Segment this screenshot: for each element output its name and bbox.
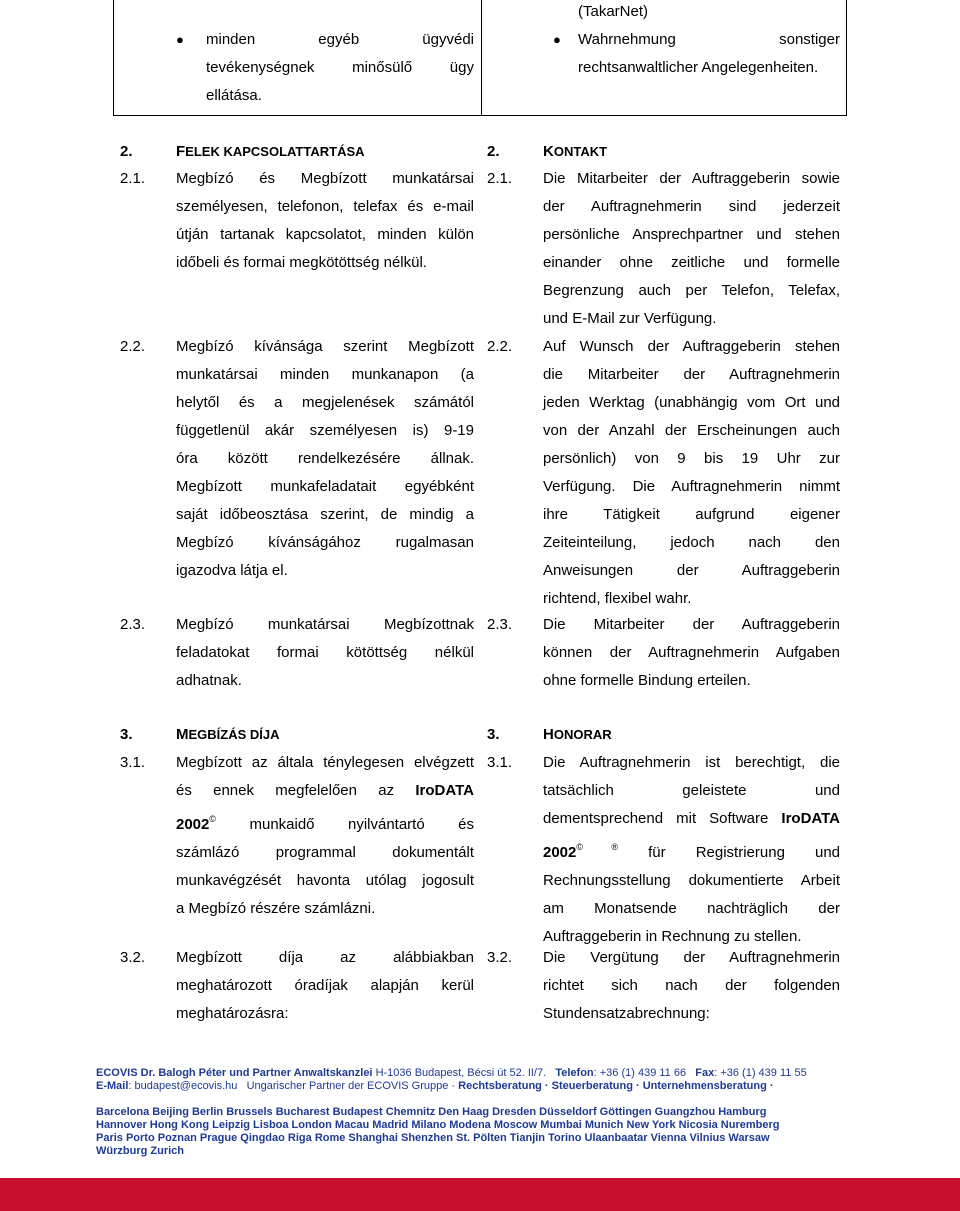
section-number: 3. xyxy=(120,726,133,743)
item-number: 2.1. xyxy=(120,170,146,187)
paragraph-de xyxy=(543,749,840,951)
text-line: Auftraggeberin in Rechnung zu stellen. xyxy=(543,928,802,945)
item-number: 3.2. xyxy=(487,949,513,966)
item-number: 3.2. xyxy=(120,949,146,966)
text-line: rechtsanwaltlicher Angelegenheiten. xyxy=(578,59,819,76)
text-line: jeden Werktag (unabhängig vom Ort und xyxy=(543,394,840,411)
text-line: Megbízott díja az alábbiakban xyxy=(176,949,474,966)
text-line: richtet sich nach der folgenden xyxy=(543,977,840,994)
text-line: 2002© munkaidő nyilvántartó és xyxy=(176,814,474,833)
top-right-bullet-text xyxy=(578,26,840,82)
text-line: igazodva látja el. xyxy=(176,562,288,579)
paragraph-de xyxy=(543,944,840,1028)
footer-contact-line: E-Mail: budapest@ecovis.hu Ungarischer Partner der ECOVIS Gruppe · Rechtsberatung · Steuerberatung · Unternehmensberatung · xyxy=(96,1080,774,1092)
text-line: adhatnak. xyxy=(176,672,242,689)
table-border-middle xyxy=(481,0,482,116)
copyright-mark: © ® xyxy=(576,842,619,852)
item-number: 2.3. xyxy=(120,616,146,633)
text-line: Zeiteinteilung, jedoch nach den xyxy=(543,534,840,551)
text-line: időbeli és formai megkötöttség nélkül. xyxy=(176,254,427,271)
text-line: személyesen, telefonon, telefax és e-mail xyxy=(176,198,474,215)
text-line: ellátása. xyxy=(206,87,262,104)
text-line: persönlich) von 9 bis 19 Uhr zur xyxy=(543,450,840,467)
text-line: Wahrnehmung sonstiger xyxy=(578,31,840,48)
text-line: Megbízó munkatársai Megbízottnak xyxy=(176,616,474,633)
table-border-right xyxy=(846,0,847,116)
footer-address-line: ECOVIS Dr. Balogh Péter und Partner Anwaltskanzlei H-1036 Budapest, Bécsi út 52. II/7. Telefon: +36 (1) 439 11 66 Fax: +36 (1) 439 11 55 xyxy=(96,1067,807,1079)
text-line: feladatokat formai kötöttség nélkül xyxy=(176,644,474,661)
footer-color-bar xyxy=(0,1178,960,1211)
text-line: tatsächlich geleistete und xyxy=(543,782,840,799)
top-right-prev-text: (TakarNet) xyxy=(578,3,649,20)
item-number: 2.1. xyxy=(487,170,513,187)
section-heading-de: KONTAKT xyxy=(543,143,608,160)
text-line: richtend, flexibel wahr. xyxy=(543,590,692,607)
section-heading-hu: FELEK KAPCSOLATTARTÁSA xyxy=(176,143,365,160)
bullet-icon: ● xyxy=(176,32,184,47)
paragraph-de xyxy=(543,611,840,695)
text-line: Megbízó kívánsága szerint Megbízott xyxy=(176,338,474,355)
product-version: 2002 xyxy=(543,844,577,861)
copyright-mark: © xyxy=(209,814,217,824)
footer-cities-line: Paris Porto Poznan Prague Qingdao Riga Rome Shanghai Shenzhen St. Pölten Tianjin Torino Ulaanbaatar Vienna Vilnius Warsaw xyxy=(96,1132,770,1144)
item-number: 3.1. xyxy=(120,754,146,771)
text-line: Die Auftragnehmerin ist berechtigt, die xyxy=(543,754,840,771)
table-border-left xyxy=(113,0,114,116)
paragraph-hu xyxy=(176,749,474,923)
item-number: 2.3. xyxy=(487,616,513,633)
section-number: 3. xyxy=(487,726,500,743)
footer-cities xyxy=(96,1106,779,1158)
text-line: 2002© ® für Registrierung und xyxy=(543,842,841,861)
text-line: ohne formelle Bindung erteilen. xyxy=(543,672,751,689)
table-border-bottom xyxy=(113,115,847,116)
paragraph-hu xyxy=(176,944,474,1028)
footer-cities-line: Hannover Hong Kong Leipzig Lisboa London Macau Madrid Milano Modena Moscow Mumbai Munich New York Nicosia Nuremberg xyxy=(96,1119,780,1131)
text-line: Auf Wunsch der Auftraggeberin stehen xyxy=(543,338,840,355)
text-line: a Megbízó részére számlázni. xyxy=(176,900,376,917)
section-number: 2. xyxy=(120,143,133,160)
paragraph-hu xyxy=(176,611,474,695)
text-line: minden egyéb ügyvédi xyxy=(206,31,474,48)
text-line: függetlenül akár személyesen is) 9-19 xyxy=(176,422,474,439)
paragraph-de xyxy=(543,333,840,613)
text-line: Rechnungsstellung dokumentierte Arbeit xyxy=(543,872,840,889)
text-line: Die Mitarbeiter der Auftraggeberin sowie xyxy=(543,170,840,187)
footer-email-link[interactable]: : budapest@ecovis.hu xyxy=(128,1080,238,1092)
footer-cities-line: Barcelona Beijing Berlin Brussels Bucharest Budapest Chemnitz Den Haag Dresden Düsseldorf Göttingen Guangzhou Hamburg xyxy=(96,1106,767,1118)
text-line: die Mitarbeiter der Auftragnehmerin xyxy=(543,366,840,383)
text-line: Begrenzung auch per Telefon, Telefax, xyxy=(543,282,840,299)
text-line: Megbízó és Megbízott munkatársai xyxy=(176,170,474,187)
text-line: dementsprechend mit Software IroDATA xyxy=(543,810,841,827)
section-number: 2. xyxy=(487,143,500,160)
item-number: 3.1. xyxy=(487,754,513,771)
item-number: 2.2. xyxy=(487,338,513,355)
text-line: óra között rendelkezésére állnak. xyxy=(176,450,474,467)
text-line: persönliche Ansprechpartner und stehen xyxy=(543,226,840,243)
section-heading-de: HONORAR xyxy=(543,726,612,743)
paragraph-hu xyxy=(176,333,474,585)
footer-cities-line: Würzburg Zurich xyxy=(96,1145,184,1157)
text-line: és ennek megfelelően az IroDATA xyxy=(176,782,474,799)
text-line: meghatározásra: xyxy=(176,1005,289,1022)
item-number: 2.2. xyxy=(120,338,146,355)
section-heading-hu: MEGBÍZÁS DÍJA xyxy=(176,726,280,743)
text-line: Stundensatzabrechnung: xyxy=(543,1005,710,1022)
bullet-icon: ● xyxy=(553,32,561,47)
text-line: Megbízott munkafeladatait egyébként xyxy=(176,478,474,495)
text-line: ihre Tätigkeit aufgrund eigener xyxy=(543,506,840,523)
paragraph-hu xyxy=(176,165,474,277)
text-line: Verfügung. Die Auftragnehmerin nimmt xyxy=(543,478,840,495)
text-line: Anweisungen der Auftraggeberin xyxy=(543,562,840,579)
product-name: IroDATA xyxy=(415,782,474,799)
text-line: und E-Mail zur Verfügung. xyxy=(543,310,717,327)
text-line: tevékenységnek minősülő ügy xyxy=(206,59,474,76)
product-name: IroDATA xyxy=(781,810,841,827)
text-line: einander ohne zeitliche und formelle xyxy=(543,254,840,271)
text-line: útján tartanak kapcsolatot, minden külön xyxy=(176,226,474,243)
text-line: Die Vergütung der Auftragnehmerin xyxy=(543,949,840,966)
product-version: 2002 xyxy=(176,816,210,833)
paragraph-de xyxy=(543,165,840,333)
text-line: Megbízó kívánságához rugalmasan xyxy=(176,534,474,551)
text-line: munkavégzését havonta utólag jogosult xyxy=(176,872,474,889)
text-line: számlázó programmal dokumentált xyxy=(176,844,474,861)
text-line: Megbízott az általa ténylegesen elvégzett xyxy=(176,754,474,771)
text-line: der Auftragnehmerin sind jederzeit xyxy=(543,198,840,215)
text-line: munkatársai minden munkanapon (a xyxy=(176,366,474,383)
text-line: meghatározott óradíjak alapján kerül xyxy=(176,977,474,994)
text-line: saját időbeosztása szerint, de mindig a xyxy=(176,506,474,523)
top-left-bullet-text xyxy=(206,26,474,110)
text-line: von der Anzahl der Erscheinungen auch xyxy=(543,422,840,439)
text-line: Die Mitarbeiter der Auftraggeberin xyxy=(543,616,840,633)
text-line: können der Auftragnehmerin Aufgaben xyxy=(543,644,840,661)
text-line: am Monatsende nachträglich der xyxy=(543,900,840,917)
text-line: helytől és a megjelenések számától xyxy=(176,394,474,411)
